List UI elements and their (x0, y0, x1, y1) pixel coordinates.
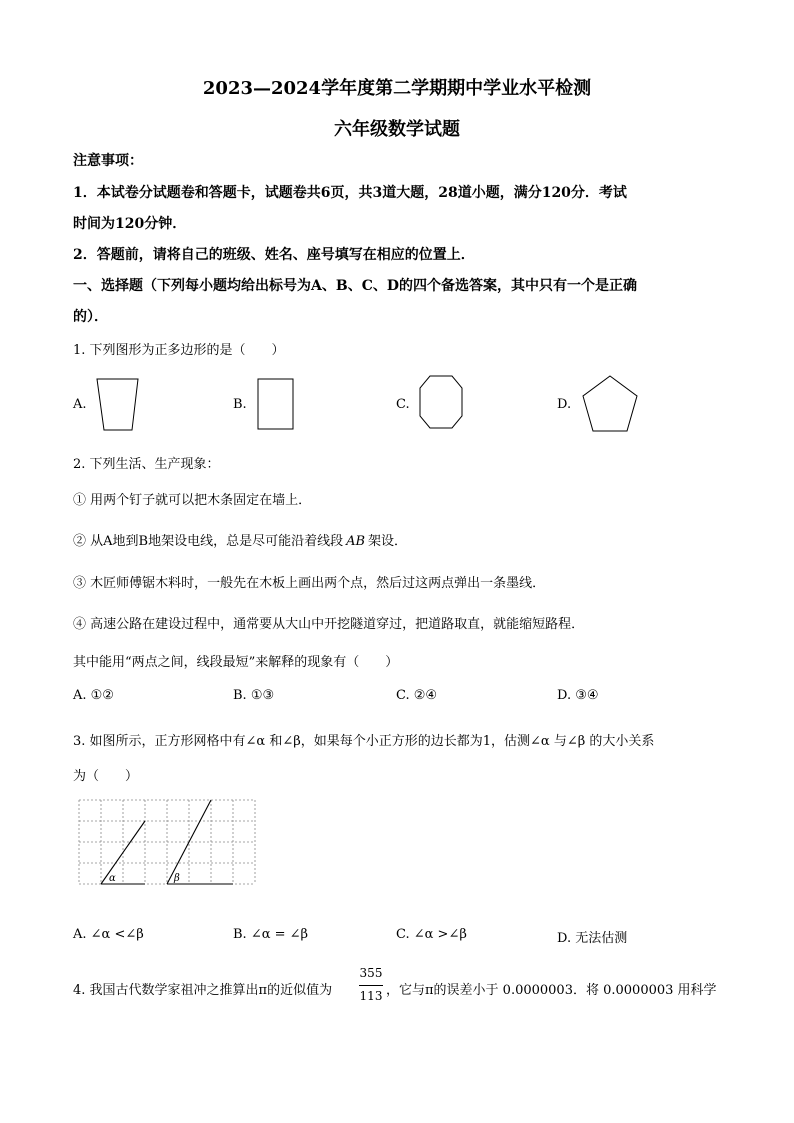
q3-stem-line-2: 为（ ） (73, 769, 139, 784)
q4-text-before: 4. 我国古代数学家祖冲之推算出π的近似值为 (73, 983, 333, 998)
q3-stem-line-1: 3. 如图所示，正方形网格中有∠α 和∠β，如果每个小正方形的边长都为1，估测∠α 与∠β 的大小关系 (73, 734, 655, 749)
octagon-figure (418, 375, 464, 429)
q4-text-after: ，它与π的误差小于 0.0000003．将 0.0000003 用科学 (386, 983, 717, 998)
q2-question: 其中能用“两点之间，线段最短”来解释的现象有（ ） (73, 655, 399, 670)
q3-option-c: C. ∠α >∠β (396, 927, 467, 942)
beta-label: β (174, 873, 180, 884)
q1-option-c-label: C. (396, 397, 410, 412)
notice-item-1-line-1: 1．本试卷分试题卷和答题卡，试题卷共6页，共3道大题，28道小题，满分120分．考试 (73, 185, 627, 201)
notice-item-2: 2．答题前，请将自己的班级、姓名、座号填写在相应的位置上． (73, 247, 475, 263)
q2-item-2-text-before: ② 从A地到B地架设电线，总是尽可能沿着线段 (73, 534, 344, 549)
q2-option-b: B. ①③ (233, 688, 275, 703)
q1-option-d-label: D. (557, 397, 572, 412)
q2-item-2 (73, 530, 407, 549)
trapezoid-figure (96, 378, 140, 432)
alpha-label: α (109, 873, 116, 884)
section-1-heading-line-1: 一、选择题（下列每小题均给出标号为A、B、C、D的四个备选答案，其中只有一个是正确 (73, 278, 637, 294)
fraction-numerator: 355 (359, 966, 383, 980)
q2-item-1: ① 用两个钉子就可以把木条固定在墙上． (73, 493, 312, 508)
q3-option-b: B. ∠α = ∠β (233, 927, 309, 942)
q1-stem: 1. 下列图形为正多边形的是（ ） (73, 343, 285, 358)
q3-option-d: D. 无法估测 (557, 931, 628, 946)
alpha-slant-ray (101, 821, 145, 884)
rectangle-figure (257, 378, 295, 430)
notice-heading: 注意事项： (73, 153, 143, 169)
angle-grid-figure (79, 800, 255, 886)
pentagon-figure (582, 375, 640, 433)
fraction-denominator: 113 (359, 989, 383, 1003)
fraction-bar (359, 985, 383, 986)
notice-item-1-line-2: 时间为120分钟． (73, 216, 187, 232)
section-1-heading-line-2: 的）． (73, 309, 108, 325)
exam-title: 2023—2024学年度第二学期期中学业水平检测 (202, 78, 592, 99)
q2-option-c: C. ②④ (396, 688, 438, 703)
q1-option-b-label: B. (233, 397, 247, 412)
exam-subtitle: 六年级数学试题 (334, 119, 460, 140)
q2-stem: 2. 下列生活、生产现象： (73, 457, 220, 472)
q3-option-a: A. ∠α <∠β (73, 927, 144, 942)
q2-option-d: D. ③④ (557, 688, 599, 703)
segment-ab: AB (346, 534, 366, 549)
q2-option-a: A. ①② (73, 688, 114, 703)
q2-item-3: ③ 木匠师傅锯木料时，一般先在木板上画出两个点，然后过这两点弹出一条墨线． (73, 576, 546, 591)
q2-item-4: ④ 高速公路在建设过程中，通常要从大山中开挖隧道穿过，把道路取直，就能缩短路程． (73, 617, 585, 632)
q1-option-a-label: A. (73, 397, 87, 412)
q2-item-2-text-after: 架设． (368, 534, 408, 549)
